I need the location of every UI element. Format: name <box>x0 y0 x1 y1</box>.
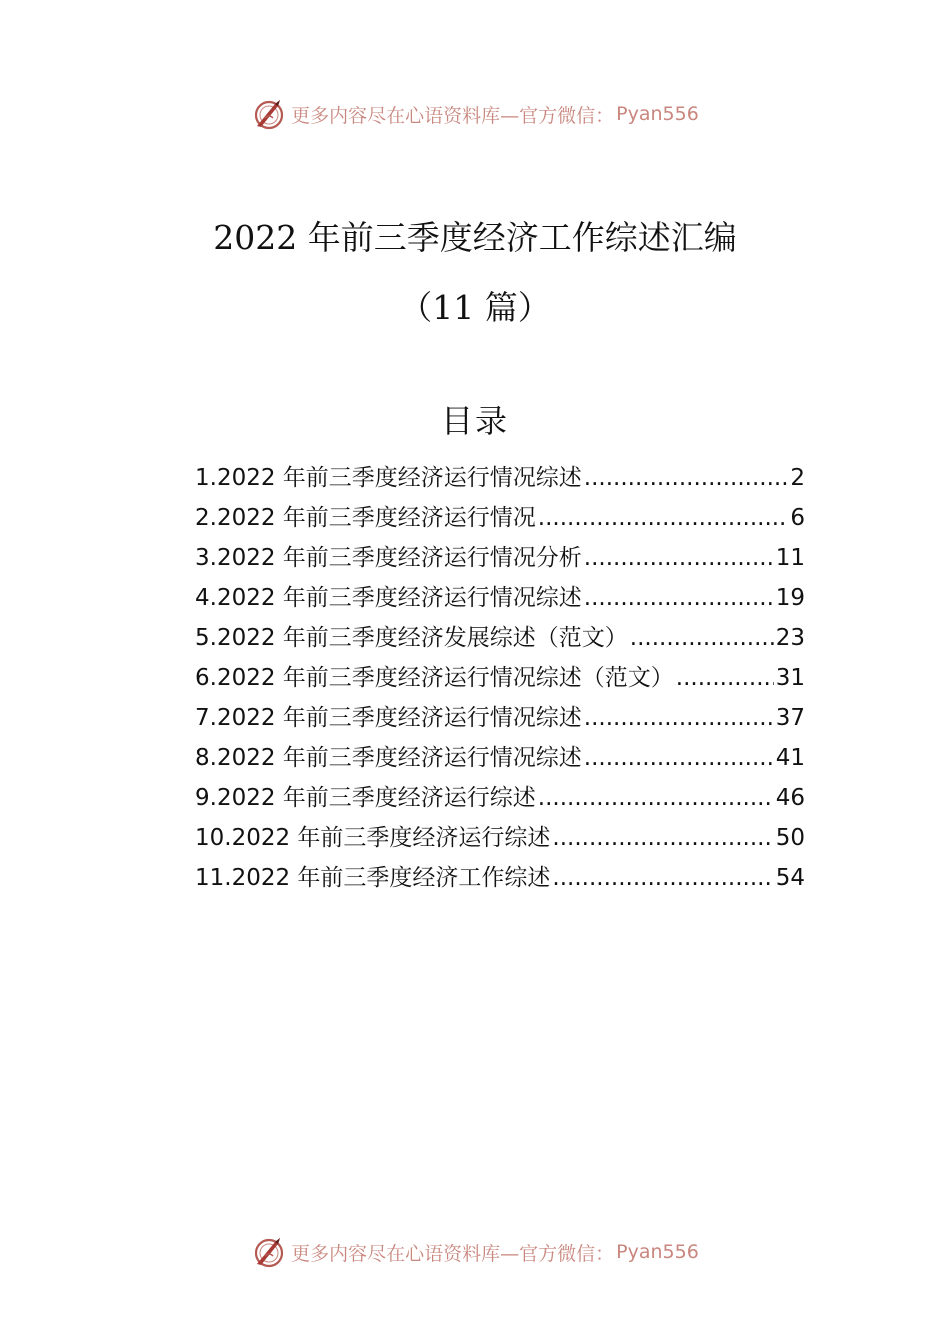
toc-leader-dots <box>630 618 774 658</box>
toc-entry-label: 11.2022 年前三季度经济工作综述 <box>195 865 551 891</box>
toc-entry-page: 23 <box>775 625 805 651</box>
header-banner-wechat-id: Pyan556 <box>616 103 699 125</box>
toc-entry[interactable] <box>195 538 805 578</box>
toc-heading: 目录 <box>440 402 509 440</box>
toc-entry[interactable] <box>195 698 805 738</box>
toc-entry[interactable] <box>195 578 805 618</box>
toc-entry[interactable] <box>195 818 805 858</box>
toc-entry-label: 10.2022 年前三季度经济运行综述 <box>195 825 551 851</box>
pen-seal-logo-icon <box>251 1234 287 1270</box>
toc-entry-label: 8.2022 年前三季度经济运行情况综述 <box>195 745 582 771</box>
document-subtitle: （11 篇） <box>399 288 551 327</box>
toc-entry[interactable] <box>195 778 805 818</box>
document-title: 2022 年前三季度经济工作综述汇编 <box>213 218 737 257</box>
header-banner-text: 更多内容尽在心语资料库—官方微信： <box>291 104 615 127</box>
toc-entry-page: 31 <box>775 665 805 691</box>
toc-entry-label: 9.2022 年前三季度经济运行综述 <box>195 785 536 811</box>
toc-entry-label: 5.2022 年前三季度经济发展综述（范文） <box>195 625 628 651</box>
toc-entry-label: 6.2022 年前三季度经济运行情况综述（范文） <box>195 665 674 691</box>
toc-leader-dots <box>552 858 773 898</box>
toc-leader-dots <box>584 538 774 578</box>
footer-banner <box>0 1234 950 1270</box>
toc-entry[interactable] <box>195 458 805 498</box>
toc-leader-dots <box>584 738 774 778</box>
toc-leader-dots <box>552 818 773 858</box>
toc-entry-page: 6 <box>790 505 805 531</box>
toc-entry[interactable] <box>195 498 805 538</box>
toc-entry-page: 54 <box>775 865 805 891</box>
toc-entry[interactable] <box>195 738 805 778</box>
toc-entry-label: 7.2022 年前三季度经济运行情况综述 <box>195 705 582 731</box>
toc-leader-dots <box>584 458 789 498</box>
toc-entry-label: 3.2022 年前三季度经济运行情况分析 <box>195 545 582 571</box>
toc-entry-label: 1.2022 年前三季度经济运行情况综述 <box>195 465 582 491</box>
toc-entry-page: 46 <box>775 785 805 811</box>
toc-entry[interactable] <box>195 618 805 658</box>
toc-entry-page: 50 <box>775 825 805 851</box>
toc-entry-label: 2.2022 年前三季度经济运行情况 <box>195 505 536 531</box>
toc-leader-dots <box>584 698 774 738</box>
toc-entry-page: 37 <box>775 705 805 731</box>
toc-leader-dots <box>538 778 774 818</box>
toc-entry-page: 19 <box>775 585 805 611</box>
toc-leader-dots <box>676 658 774 698</box>
toc-entry-page: 11 <box>775 545 805 571</box>
toc-entry-page: 41 <box>775 745 805 771</box>
toc-leader-dots <box>584 578 774 618</box>
toc-entry-label: 4.2022 年前三季度经济运行情况综述 <box>195 585 582 611</box>
header-banner <box>0 96 950 132</box>
toc-entry[interactable] <box>195 658 805 698</box>
table-of-contents <box>195 458 805 898</box>
toc-leader-dots <box>538 498 789 538</box>
toc-entry-page: 2 <box>790 465 805 491</box>
pen-seal-logo-icon <box>251 96 287 132</box>
footer-banner-text: 更多内容尽在心语资料库—官方微信： <box>291 1242 615 1265</box>
toc-entry[interactable] <box>195 858 805 898</box>
footer-banner-wechat-id: Pyan556 <box>616 1241 699 1263</box>
